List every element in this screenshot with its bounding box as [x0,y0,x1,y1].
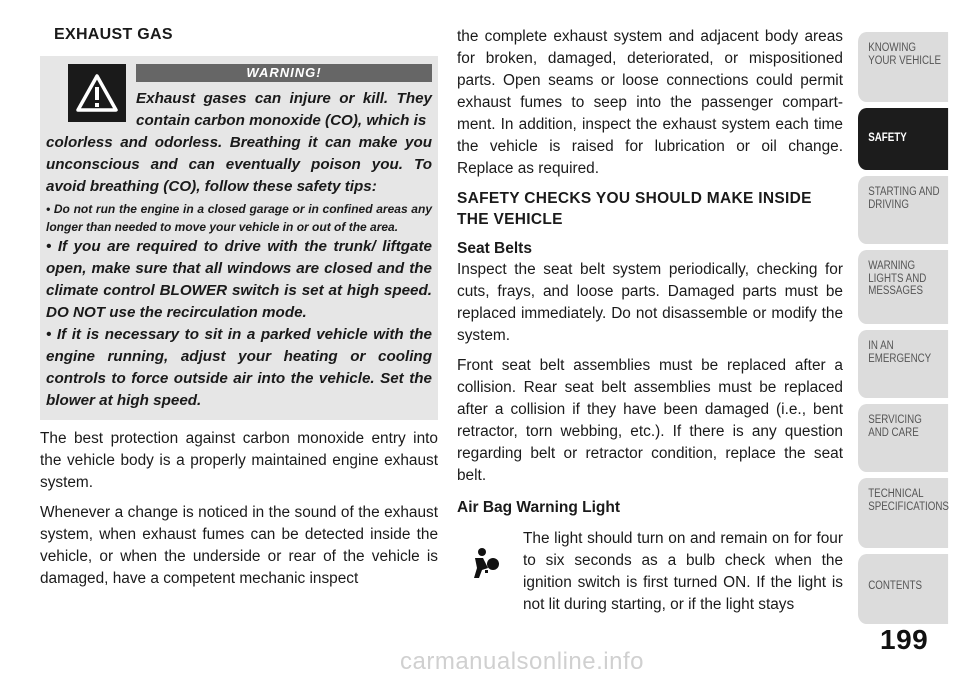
section-title: EXHAUST GAS [54,26,173,43]
warning-box [40,56,438,420]
subheading-air-bag: Air Bag Warning Light [457,499,621,516]
tab-warning-lights[interactable]: WARNING LIGHTS AND MESSAGES [858,250,948,324]
tab-safety[interactable]: SAFETY [858,108,948,170]
warning-triangle-icon [68,64,126,122]
tab-servicing-and-care[interactable]: SERVICING AND CARE [858,404,948,472]
tab-knowing-your-vehicle[interactable]: KNOWING YOUR VEHICLE [858,32,948,102]
warning-label: WARNING! [136,64,432,82]
page-number: 199 [880,624,929,655]
right-column [457,26,843,616]
subheading-seat-belts: Seat Belts [457,240,532,257]
airbag-section [457,528,843,616]
warning-intro: Exhaust gases can injure or kill. They contain carbon monoxide (CO), which is [136,90,432,129]
warning-bullet-1: • Do not run the engine in a closed garage or in confined areas any longer than needed to move your vehicle in or out of the area. [46,202,432,234]
paragraph: The best protection against carbon monoxide entry into the vehicle body is a properly maintained engine exhaust system. [40,430,438,491]
watermark: carmanualsonline.info [400,648,644,675]
paragraph: Inspect the seat belt system periodically, checking for cuts, frays, and loose parts. Damaged parts must be replaced immediately. Do not disassemble or modify the system. [457,261,843,344]
paragraph: Whenever a change is noticed in the sound of the exhaust system, when exhaust fumes can be detected inside the vehicle, or when the underside or rear of the vehicle is damaged, have a competent mechanic inspect [40,504,438,587]
section-heading: SAFETY CHECKS YOU SHOULD MAKE INSIDE THE VEHICLE [457,190,812,228]
chapter-tabs [858,32,960,630]
tab-technical-specifications[interactable]: TECHNICAL SPECIFICATIONS [858,478,948,548]
paragraph: The light should turn on and remain on for four to six seconds as a bulb check when the ignition switch is first turned ON. If the light is not lit during starting, or if the light stays [523,530,843,613]
paragraph: the complete exhaust system and adjacent body areas for broken, damaged, deteriorated, or mispositioned parts. Open seams or loose connections could permit exhaust fumes to seep into the passenger compart- ment. In addition, inspect the exhaust system each time the vehicle is raised for lubrication or oil change. Replace as required. [457,28,843,177]
airbag-warning-icon [457,528,515,616]
paragraph: Front seat belt assemblies must be replaced after a collision. Rear seat belt assemblies must be replaced after a collision if they have been damaged (i.e., bent retractor, torn webbing, etc.). If there is any question regarding belt or retractor condition, replace the seat belt. [457,357,843,484]
left-column [40,26,438,590]
tab-contents[interactable]: CONTENTS [858,554,948,624]
warning-bullet-2: • If you are required to drive with the trunk/ liftgate open, make sure that all windows are closed and the climate control BLOWER switch is set at high speed. DO NOT use the recirculation mode. [46,238,432,321]
tab-starting-and-driving[interactable]: STARTING AND DRIVING [858,176,948,244]
tab-in-an-emergency[interactable]: IN AN EMERGENCY [858,330,948,398]
warning-bullet-3: • If it is necessary to sit in a parked vehicle with the engine running, adjust your heating or cooling controls to force outside air into the vehicle. Set the blower at high speed. [46,326,432,409]
warning-intro-cont: colorless and odorless. Breathing it can make you unconscious and can eventually poison you. To avoid breathing (CO), follow these safety tips: [46,134,432,195]
